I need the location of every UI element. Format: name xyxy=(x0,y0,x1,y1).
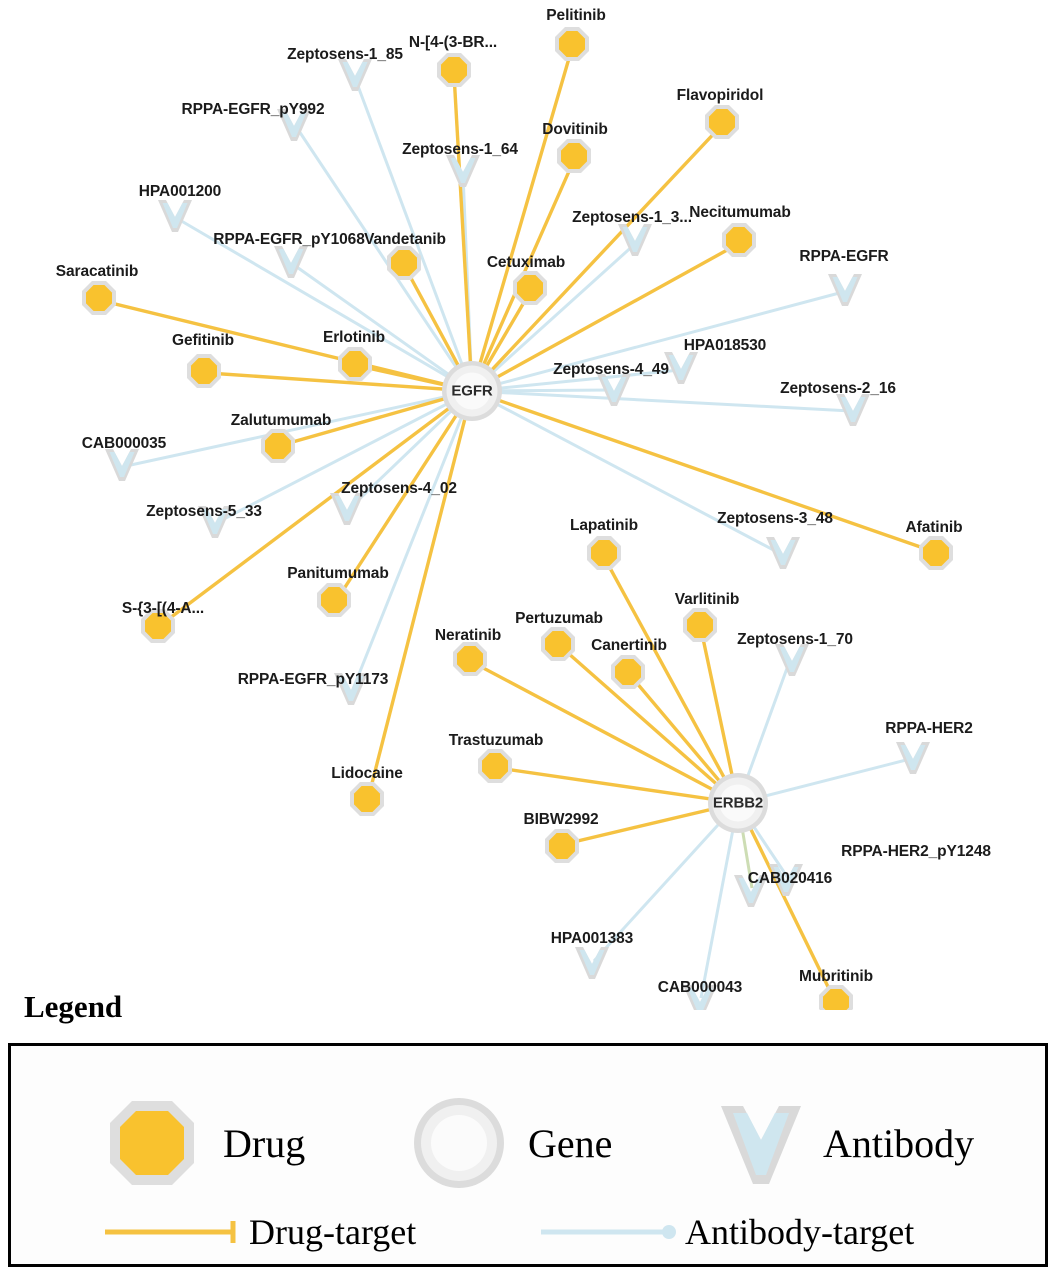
gene-icon xyxy=(404,1088,514,1198)
drug-label-saracatinib: Saracatinib xyxy=(55,263,139,280)
legend-label-gene: Gene xyxy=(528,1120,613,1166)
drug-label-pertuzumab: Pertuzumab xyxy=(515,610,603,627)
drug-label-cetuximab: Cetuximab xyxy=(486,254,566,271)
legend-title: Legend xyxy=(24,989,123,1024)
legend-box xyxy=(8,1043,1048,1267)
antibody-label-rppa-egfr-py992: RPPA-EGFR_pY992 xyxy=(181,101,325,118)
legend-label-antibody-target: Antibody-target xyxy=(685,1212,915,1252)
antibody-label-rppa-egfr-py1173: RPPA-EGFR_pY1173 xyxy=(237,671,389,688)
drug-label-pelitinib: Pelitinib xyxy=(546,7,606,24)
antibody-label-zeptosens-1-64: Zeptosens-1_64 xyxy=(402,141,518,158)
antibody-target-edge-icon xyxy=(539,1217,681,1247)
legend-item-drug xyxy=(97,1088,305,1198)
drug-label-canertinib: Canertinib xyxy=(591,637,667,654)
drug-label-erlotinib: Erlotinib xyxy=(323,329,385,346)
drug-label-dovitinib: Dovitinib xyxy=(542,121,608,138)
antibody-label-rppa-egfr: RPPA-EGFR xyxy=(799,248,889,265)
antibody-label-zeptosens-5-33: Zeptosens-5_33 xyxy=(146,503,262,520)
drug-label-lapatinib: Lapatinib xyxy=(570,517,638,534)
legend-item-gene xyxy=(404,1088,612,1198)
drug-label-s-3-4-a: S-{3-[(4-A... xyxy=(121,600,205,617)
drug-label-gefitinib: Gefitinib xyxy=(172,332,234,349)
antibody-label-cab000043: CAB000043 xyxy=(657,979,743,996)
drug-label-vandetanib: Vandetanib xyxy=(364,231,446,248)
drug-label-lidocaine: Lidocaine xyxy=(331,765,403,782)
drug-label-panitumumab: Panitumumab xyxy=(287,565,389,582)
antibody-label-rppa-egfr-py1068: RPPA-EGFR_pY1068 xyxy=(213,231,365,248)
legend-label-drug: Drug xyxy=(223,1120,306,1166)
antibody-label-hpa018530: HPA018530 xyxy=(683,337,767,354)
drug-label-necitumumab: Necitumumab xyxy=(689,204,791,221)
antibody-label-cab000035: CAB000035 xyxy=(81,435,167,452)
legend-label-drug-target: Drug-target xyxy=(249,1212,417,1252)
drug-label-flavopiridol: Flavopiridol xyxy=(676,87,764,104)
antibody-label-zeptosens-3-48: Zeptosens-3_48 xyxy=(717,510,833,527)
antibody-nodes[interactable] xyxy=(105,59,930,1010)
gene-label-egfr: EGFR xyxy=(451,382,493,400)
antibody-icon xyxy=(711,1088,811,1198)
drug-icon xyxy=(97,1088,207,1198)
legend-item-antibody xyxy=(711,1088,974,1198)
antibody-label-zeptosens-4-49: Zeptosens-4_49 xyxy=(553,361,669,378)
antibody-label-zeptosens-2-16: Zeptosens-2_16 xyxy=(780,380,896,397)
antibody-label-rppa-her2-py1248: RPPA-HER2_pY1248 xyxy=(841,843,991,860)
drug-label-varlitinib: Varlitinib xyxy=(674,591,740,608)
drug-target-edge-icon xyxy=(103,1217,245,1247)
drug-label-mubritinib: Mubritinib xyxy=(799,968,873,985)
antibody-label-hpa001200: HPA001200 xyxy=(138,183,222,200)
drug-label-neratinib: Neratinib xyxy=(434,627,502,644)
antibody-label-zeptosens-1-85: Zeptosens-1_85 xyxy=(287,46,403,63)
antibody-label-zeptosens-1-70: Zeptosens-1_70 xyxy=(737,631,853,648)
antibody-label-hpa001383: HPA001383 xyxy=(550,930,634,947)
legend-item-antibody-target xyxy=(539,1211,914,1253)
drug-label-afatinib: Afatinib xyxy=(905,519,963,536)
antibody-label-cab020416: CAB020416 xyxy=(747,870,833,887)
antibody-label-zeptosens-4-02: Zeptosens-4_02 xyxy=(341,480,457,497)
drug-label-trastuzumab: Trastuzumab xyxy=(448,732,544,749)
antibody-label-rppa-her2: RPPA-HER2 xyxy=(885,720,973,737)
antibody-label-zeptosens-1-3: Zeptosens-1_3... xyxy=(572,209,692,226)
drug-label-n-4-3-br: N-[4-(3-BR... xyxy=(408,34,498,51)
drug-label-zalutumumab: Zalutumumab xyxy=(230,412,332,429)
legend-item-drug-target xyxy=(103,1211,416,1253)
drug-label-bibw2992: BIBW2992 xyxy=(523,811,599,828)
legend-label-antibody: Antibody xyxy=(823,1120,975,1166)
gene-label-erbb2: ERBB2 xyxy=(712,794,764,812)
